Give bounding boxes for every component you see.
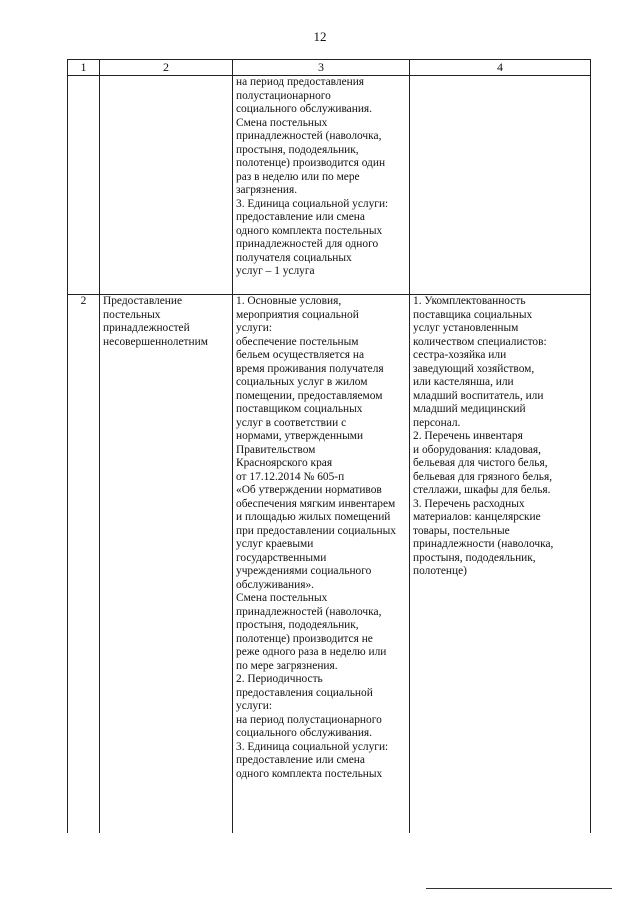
column-header-1: 1 [68, 60, 100, 76]
service-conditions-cell: 1. Основные условия, мероприятия социальной услуги: обеспечение постельным бельем осуществляется на время проживания получателя социальных услуг в жилом помещении, предоставляемом поставщиком социальных услуг в соответствии с нормами, утвержденными Правительством Красноярского края от 17.12.2014 № 605-п «Об утверждении нормативов обеспечения мягким инвентарем и площадью жилых помещений при предоставлении социальных услуг краевыми государственными учреждениями социального обслуживания». Смена постельных принадлежностей (наволочка, простыня, пододеяльник, полотенце) производится не реже одного раза в неделю или по мере загрязнения. 2. Периодичность предоставления социальной услуги: на период полустационарного социального обслуживания. 3. Единица социальной услуги: предоставление или смена одного комплекта постельных [233, 295, 410, 834]
service-conditions-cell: на период предоставления полустационарного социального обслуживания. Смена постельных принадлежностей (наволочка, простыня, пододеяльник, полотенце) производится один раз в неделю или по мере загрязнения. 3. Единица социальной услуги: предоставление или смена одного комплекта постельных принадлежностей для одного получателя социальных услуг – 1 услуга [233, 76, 410, 295]
column-header-2: 2 [100, 60, 233, 76]
row-number-cell [68, 76, 100, 295]
row-number-cell: 2 [68, 295, 100, 834]
services-table [67, 59, 591, 833]
service-requirements-cell: 1. Укомплектованность поставщика социальных услуг установленным количеством специалистов: сестра-хозяйка или заведующий хозяйством, или кастелянша, или младший воспитатель, или младший медицинский персонал. 2. Перечень инвентаря и оборудования: кладовая, бельевая для чистого белья, бельевая для грязного белья, стеллажи, шкафы для белья. 3. Перечень расходных материалов: канцелярские товары, постельные принадлежности (наволочка, простыня, пододеяльник, полотенце) [410, 295, 591, 834]
column-header-4: 4 [410, 60, 591, 76]
table-header-row [68, 60, 591, 76]
service-name-cell: Предоставление постельных принадлежностей несовершеннолетним [100, 295, 233, 834]
column-header-3: 3 [233, 60, 410, 76]
page-number: 12 [313, 29, 327, 44]
table-row [68, 76, 591, 295]
service-name-cell [100, 76, 233, 295]
footer-divider [426, 888, 612, 889]
service-requirements-cell [410, 76, 591, 295]
table-row [68, 295, 591, 834]
